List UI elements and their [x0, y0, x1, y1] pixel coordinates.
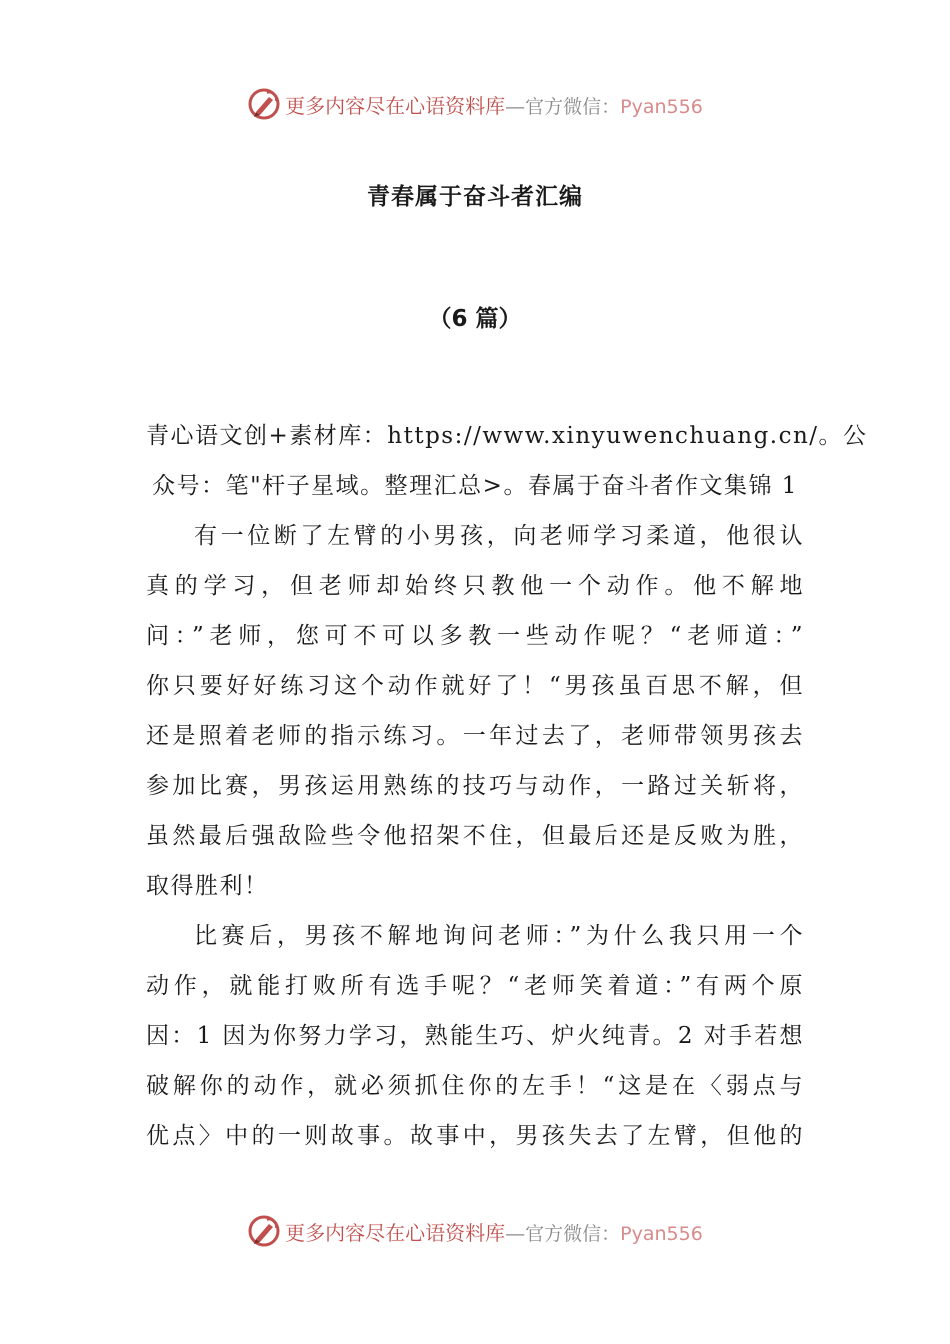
body-line: 因：1 因为你努力学习，熟能生巧、炉火纯青。2 对手若想: [146, 1023, 804, 1049]
footer-wechat-label: 官方微信：: [525, 1222, 621, 1245]
body-line: 有一位断了左臂的小男孩，向老师学习柔道，他很认: [194, 523, 804, 549]
body-line: 优点〉中的一则故事。故事中，男孩失去了左臂，但他的: [146, 1123, 804, 1149]
footer-wechat-id: Pyan556: [620, 1222, 703, 1245]
footer-watermark-text: [285, 1217, 703, 1246]
body-line: 破解你的动作，就必须抓住你的左手！“这是在〈弱点与: [146, 1073, 804, 1099]
footer-brand-text: 更多内容尽在心语资料库: [285, 1220, 506, 1245]
footer-dash: —: [505, 1220, 526, 1245]
body-line: 参加比赛，男孩运用熟练的技巧与动作，一路过关斩将，: [146, 773, 804, 799]
body-line: 比赛后，男孩不解地询问老师：”为什么我只用一个: [194, 923, 804, 949]
header-watermark-banner: [0, 84, 950, 124]
header-brand-text: 更多内容尽在心语资料库: [285, 93, 506, 118]
pen-logo-icon: [247, 87, 281, 121]
body-line: 你只要好好练习这个动作就好了！“男孩虽百思不解，但: [146, 673, 804, 699]
document-subtitle: （6 篇）: [428, 306, 522, 332]
body-line: 问：”老师，您可不可以多教一些动作呢？“老师道：”: [146, 623, 804, 649]
footer-watermark-banner: [0, 1211, 950, 1251]
header-wechat-id: Pyan556: [620, 95, 703, 118]
document-title: 青春属于奋斗者汇编: [367, 184, 583, 210]
body-line: 真的学习，但老师却始终只教他一个动作。他不解地: [146, 573, 804, 599]
body-line: 还是照着老师的指示练习。一年过去了，老师带领男孩去: [146, 723, 804, 749]
body-line: 青心语文创+素材库：https://www.xinyuwenchuang.cn/。公: [146, 423, 868, 449]
body-line: 取得胜利！: [146, 873, 269, 899]
pen-logo-icon: [247, 1214, 281, 1248]
body-line: 动作，就能打败所有选手呢？“老师笑着道：”有两个原: [146, 973, 804, 999]
document-body: [146, 411, 868, 1161]
body-line: 虽然最后强敌险些令他招架不住，但最后还是反败为胜，: [146, 823, 804, 849]
header-dash: —: [505, 93, 526, 118]
header-wechat-label: 官方微信：: [525, 95, 621, 118]
body-line: 众号：笔"杆子星域。整理汇总>。春属于奋斗者作文集锦 1: [152, 473, 798, 499]
header-watermark-text: [285, 90, 703, 119]
